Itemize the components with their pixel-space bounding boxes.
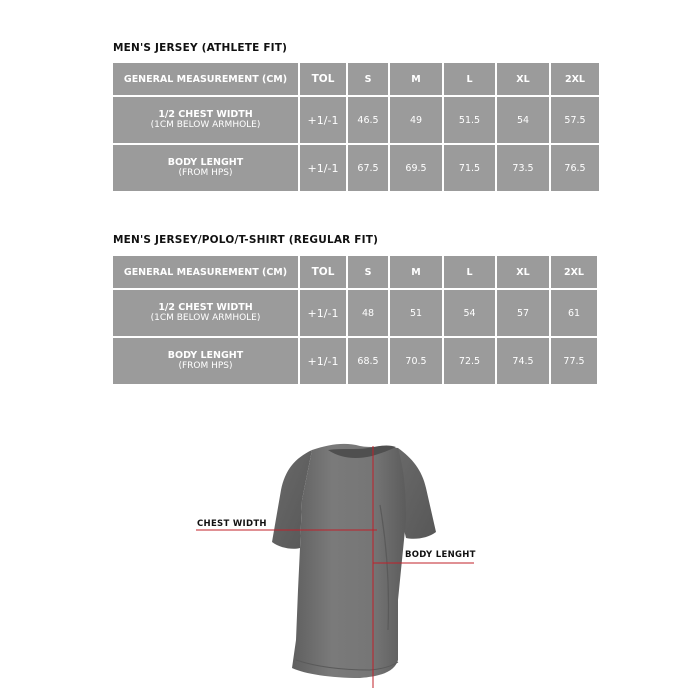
row-tol: +1/-1: [299, 337, 347, 385]
row-note: (FROM HPS): [178, 168, 233, 178]
header-size-l: L: [443, 62, 496, 96]
header-tol: TOL: [299, 255, 347, 289]
header-measurement: GENERAL MEASUREMENT (CM): [112, 62, 299, 96]
cell-xl: 54: [496, 96, 550, 144]
cell-2xl: 77.5: [550, 337, 598, 385]
cell-xl: 74.5: [496, 337, 550, 385]
row-name: 1/2 CHEST WIDTH: [158, 302, 253, 313]
header-size-m: M: [389, 255, 443, 289]
row-tol: +1/-1: [299, 289, 347, 337]
cell-l: 51.5: [443, 96, 496, 144]
cell-l: 54: [443, 289, 496, 337]
cell-s: 48: [347, 289, 389, 337]
header-size-xl: XL: [496, 255, 550, 289]
header-size-l: L: [443, 255, 496, 289]
header-size-m: M: [389, 62, 443, 96]
row-tol: +1/-1: [299, 96, 347, 144]
row-note: (1CM BELOW ARMHOLE): [150, 313, 261, 323]
row-name: 1/2 CHEST WIDTH: [158, 109, 253, 120]
header-size-2xl: 2XL: [550, 62, 600, 96]
cell-m: 51: [389, 289, 443, 337]
cell-2xl: 57.5: [550, 96, 600, 144]
cell-l: 72.5: [443, 337, 496, 385]
cell-m: 49: [389, 96, 443, 144]
body-length-label: BODY LENGHT: [405, 550, 476, 560]
cell-s: 67.5: [347, 144, 389, 192]
row-tol: +1/-1: [299, 144, 347, 192]
row-note: (FROM HPS): [178, 361, 233, 371]
cell-m: 70.5: [389, 337, 443, 385]
header-measurement: GENERAL MEASUREMENT (CM): [112, 255, 299, 289]
header-size-s: S: [347, 62, 389, 96]
cell-2xl: 61: [550, 289, 598, 337]
header-tol: TOL: [299, 62, 347, 96]
header-size-xl: XL: [496, 62, 550, 96]
cell-xl: 57: [496, 289, 550, 337]
header-size-s: S: [347, 255, 389, 289]
cell-l: 71.5: [443, 144, 496, 192]
cell-s: 68.5: [347, 337, 389, 385]
cell-2xl: 76.5: [550, 144, 600, 192]
cell-m: 69.5: [389, 144, 443, 192]
chest-width-label: CHEST WIDTH: [197, 519, 267, 529]
cell-xl: 73.5: [496, 144, 550, 192]
header-size-2xl: 2XL: [550, 255, 598, 289]
row-name: BODY LENGHT: [167, 350, 244, 361]
row-name: BODY LENGHT: [167, 157, 244, 168]
shirt-body-shape: [292, 444, 406, 678]
table1-title: MEN'S JERSEY (ATHLETE FIT): [113, 42, 288, 54]
row-note: (1CM BELOW ARMHOLE): [150, 120, 261, 130]
table2-title: MEN'S JERSEY/POLO/T-SHIRT (REGULAR FIT): [113, 234, 379, 246]
cell-s: 46.5: [347, 96, 389, 144]
